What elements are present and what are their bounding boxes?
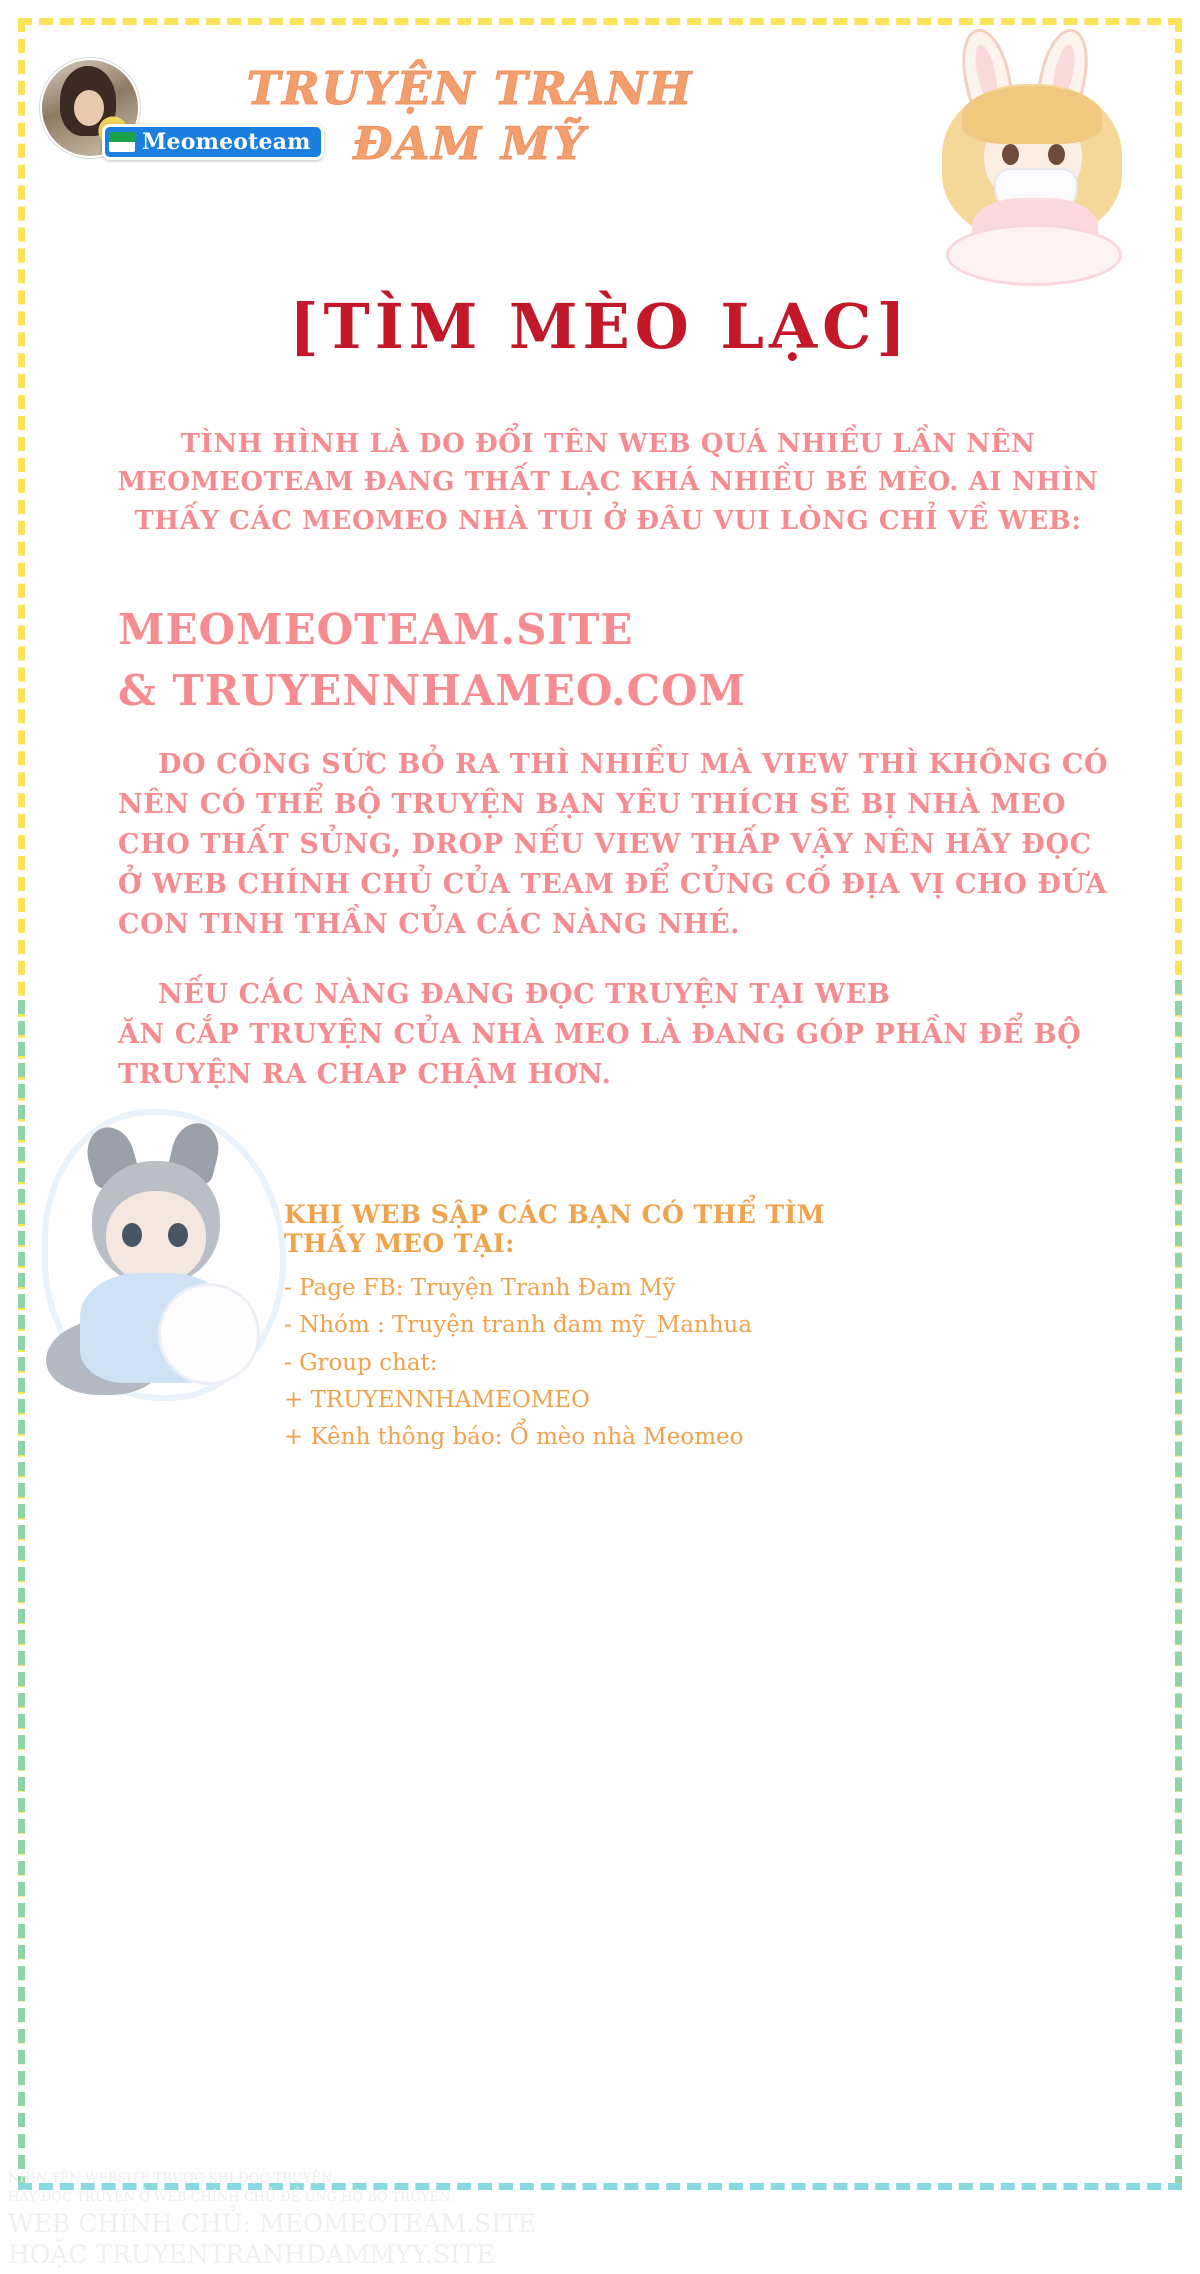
bunny-girl-illustration (922, 28, 1142, 278)
footer-watermark (8, 2169, 1008, 2271)
contacts-item: - Group chat: (284, 1349, 438, 1376)
team-badge (102, 124, 324, 160)
bunny-eye-left (1002, 144, 1019, 165)
contacts-item: + Kênh thông báo: Ổ mèo nhà Meomeo (284, 1424, 744, 1450)
page-title: [TÌM MÈO LẠC] (289, 290, 911, 363)
flag-icon (109, 132, 135, 152)
contacts-item: - Page FB: Truyện Tranh Đam Mỹ (284, 1275, 676, 1301)
body-paragraph-3-line-1: NẾU CÁC NÀNG ĐANG ĐỌC TRUYỆN TẠI WEB (158, 979, 891, 1010)
wolf-boy-illustration (40, 1105, 290, 1405)
footer-small-line-2: HÃY ĐỌC TRUYỆN Ở WEB CHÍNH CHỦ ĐỂ ỦNG HỘ BỘ TRUYỆN. (8, 2190, 454, 2205)
site-list (118, 600, 1104, 722)
brand-line-2: ĐAM MỸ (353, 116, 587, 170)
border-right-dashed-green (1175, 980, 1182, 2190)
contacts-item: - Nhóm : Truyện tranh đam mỹ_Manhua (284, 1312, 753, 1339)
footer-big-line-2: HOẶC TRUYENTRANHDAMMYY.SITE (8, 2239, 495, 2269)
bunny-hair-front (962, 86, 1102, 144)
bunny-eye-right (1048, 144, 1065, 165)
wolf-face (106, 1191, 206, 1283)
bunny-plush-toy (946, 224, 1122, 286)
intro-paragraph: TÌNH HÌNH LÀ DO ĐỔI TÊN WEB QUÁ NHIỀU LẦN NÊN MEOMEOTEAM ĐANG THẤT LẠC KHÁ NHIỀU BÉ MÈO. AI NHÌN THẤY CÁC MEOMEO NHÀ TUI Ở ĐÂU VUI LÒNG CHỈ VỀ WEB: (117, 429, 1099, 536)
contacts-block (284, 1200, 904, 1456)
wolf-eye-right (168, 1223, 188, 1247)
team-badge-label: Meomeoteam (142, 129, 311, 155)
contacts-heading: KHI WEB SẬP CÁC BẠN CÓ THỂ TÌM THẤY MEO TẠI: (284, 1200, 825, 1258)
footer-big-line-1: WEB CHÍNH CHỦ: MEOMEOTEAM.SITE (8, 2208, 537, 2238)
header (40, 36, 800, 206)
brand-line-1: TRUYỆN TRANH (246, 62, 694, 115)
site-primary: MEOMEOTEAM.SITE (118, 605, 634, 654)
footer-small-line-1: NHÌN TÊN WEBSITE TRƯỚC KHI ĐỌC TRUYỆN, (8, 2170, 336, 2186)
site-secondary: & TRUYENNHAMEO.COM (118, 665, 747, 715)
body-paragraph-3 (118, 975, 1104, 1095)
contacts-item: + TRUYENNHAMEOMEO (284, 1386, 590, 1413)
wolf-eye-left (122, 1223, 142, 1247)
body-paragraph-3-line-2: ĂN CẮP TRUYỆN CỦA NHÀ MEO LÀ ĐANG GÓP PHẦN ĐỂ BỘ TRUYỆN RA CHAP CHẬM HƠN. (118, 1018, 1082, 1090)
wolf-plush-toy (158, 1283, 260, 1385)
body-paragraph-2: DO CÔNG SỨC BỎ RA THÌ NHIỀU MÀ VIEW THÌ KHÔNG CÓ NÊN CÓ THỂ BỘ TRUYỆN BẠN YÊU THÍCH SẼ BỊ NHÀ MEO CHO THẤT SỦNG, DROP NẾU VIEW THẤP VẬY NÊN HÃY ĐỌC Ở WEB CHÍNH CHỦ CỦA TEAM ĐỂ CỦNG CỐ ĐỊA VỊ CHO ĐỨA CON TINH THẦN CỦA CÁC NÀNG NHÉ. (118, 749, 1109, 940)
border-top-dashed (18, 18, 1182, 25)
border-left-dashed-green (18, 1000, 25, 2190)
